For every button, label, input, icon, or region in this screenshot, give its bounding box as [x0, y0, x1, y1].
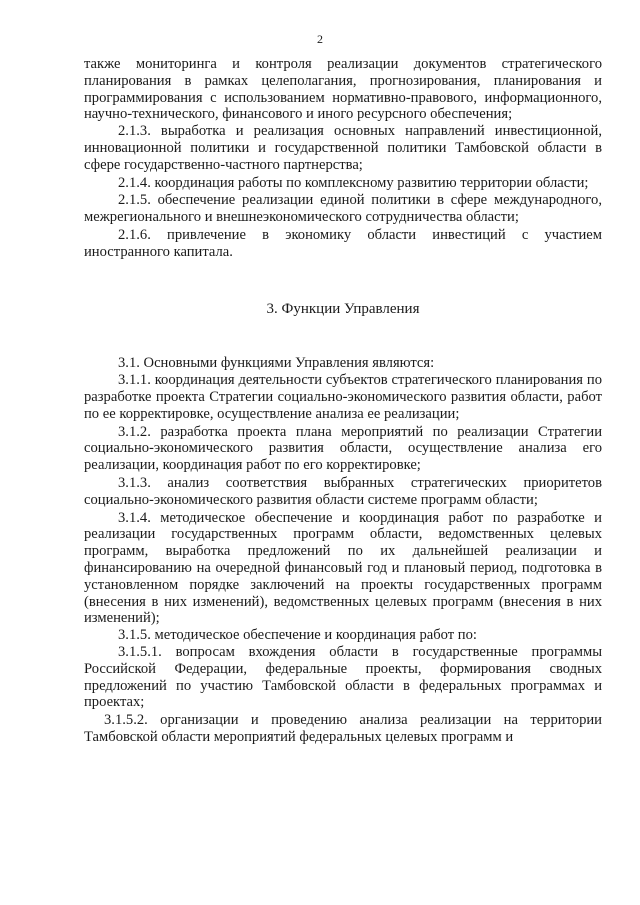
item-3-1-3: 3.1.3. анализ соответствия выбранных стратегических приоритетов социально-экономического развития области системе программ области;	[84, 474, 602, 508]
document-body	[84, 56, 602, 746]
item-3-1-2: 3.1.2. разработка проекта плана мероприятий по реализации Стратегии социально-экономического развития области, осуществление анализа его реализации, координация работ по его корректировке;	[84, 423, 602, 474]
item-2-1-5: 2.1.5. обеспечение реализации единой политики в сфере международного, межрегионального и внешнеэкономического сотрудничества области;	[84, 192, 602, 226]
page-number: 2	[317, 32, 323, 46]
item-2-1-4: 2.1.4. координация работы по комплексному развитию территории области;	[118, 174, 589, 191]
section-heading: 3. Функции Управления	[266, 300, 420, 317]
section3-intro: 3.1. Основными функциями Управления являются:	[118, 355, 435, 372]
section2-continuation: также мониторинга и контроля реализации документов стратегического планирования в рамках целеполагания, прогнозирования, планирования и программирования с использованием нормативно-правового, информационного, научно-технического, финансового и иного ресурсного обеспечения;	[84, 56, 602, 123]
item-2-1-3: 2.1.3. выработка и реализация основных направлений инвестиционной, инновационной политики и государственной политики Тамбовской области в сфере государственно-частного партнерства;	[84, 123, 602, 173]
item-3-1-4: 3.1.4. методическое обеспечение и координация работ по разработке и реализации государственных программ области, ведомственных целевых программ, выработка предложений по их дальнейшей реализации и финансированию на очередной финансовый год и плановый период, подготовка в установленном порядке заключений на проекты государственных программ (внесения в них изменений), ведомственных целевых программ (внесения в них изменений);	[84, 509, 602, 627]
item-2-1-6: 2.1.6. привлечение в экономику области инвестиций с участием иностранного капитала.	[84, 226, 602, 260]
item-3-1-1: 3.1.1. координация деятельности субъектов стратегического планирования по разработке проекта Стратегии социально-экономического развития области, работ по ее корректировке, осуществление анализа ее реализации;	[84, 372, 602, 422]
item-3-1-5-2: 3.1.5.2. организации и проведению анализа реализации на территории Тамбовской области мероприятий федеральных целевых программ и	[84, 712, 602, 745]
item-3-1-5: 3.1.5. методическое обеспечение и координация работ по:	[118, 627, 477, 644]
item-3-1-5-1: 3.1.5.1. вопросам вхождения области в государственные программы Российской Федерации, федеральные проекты, формирования сводных предложений по участию Тамбовской области в федеральных программах и проектах;	[84, 643, 602, 711]
